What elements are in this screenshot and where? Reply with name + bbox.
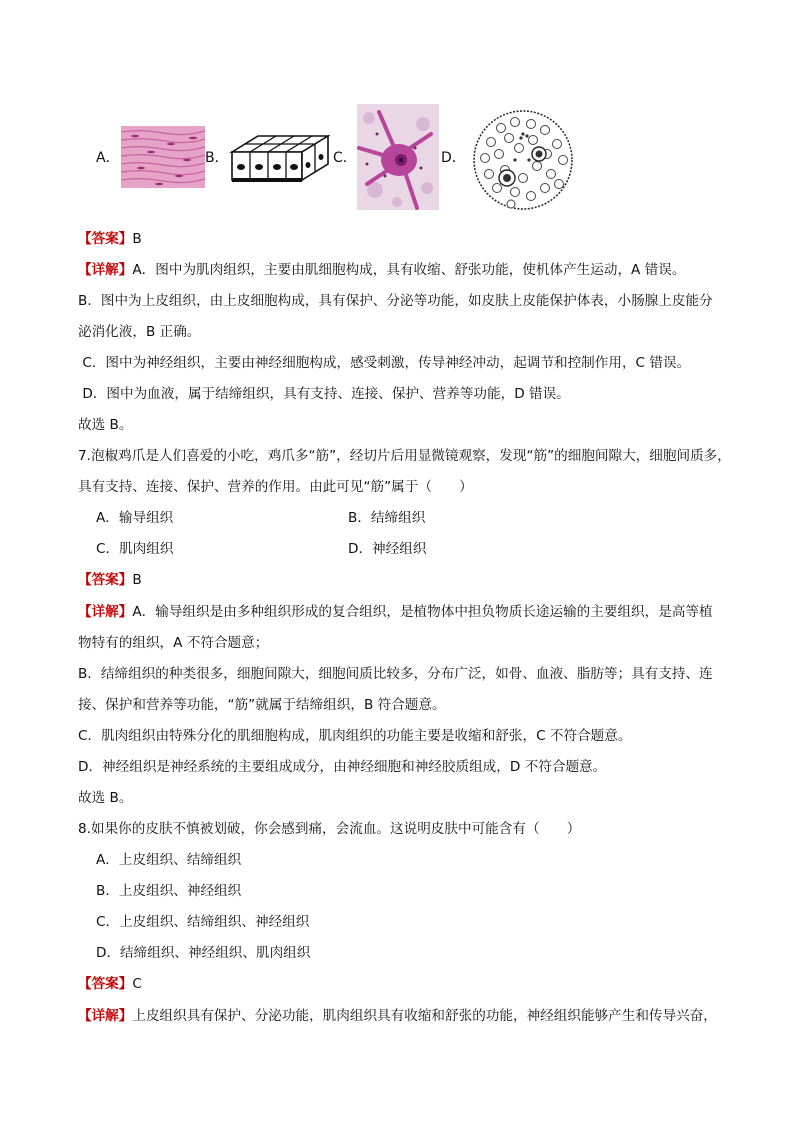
q7-option-c: C．肌肉组织 xyxy=(96,541,174,557)
q7-detail-line-4: 接、保护和营养等功能，“筋”就属于结缔组织，B 符合题意。 xyxy=(78,697,446,713)
q7-detail-line-6: D．神经组织是神经系统的主要组成成分，由神经细胞和神经胶质组成，D 不符合题意。 xyxy=(78,759,607,775)
q8-answer: C xyxy=(132,976,142,992)
q7-detail-text-1: A．输导组织是由多种组织形成的复合组织，是植物体中担负物质长途运输的主要组织，是高等植 xyxy=(132,604,713,620)
q8-detail-tag: 【详解】 xyxy=(78,1008,133,1024)
q8-stem: 8.如果你的皮肤不慎被划破，你会感到痛，会流血。这说明皮肤中可能含有（ ） xyxy=(78,821,581,837)
figure-label-a: A． xyxy=(96,150,120,166)
q7-answer-line xyxy=(78,571,142,589)
epithelial-tissue-image xyxy=(228,130,330,186)
q6-detail-line-4: C．图中为神经组织，主要由神经细胞构成，感受刺激，传导神经冲动，起调节和控制作用，C 错误。 xyxy=(78,355,691,371)
q6-detail-line-5: D．图中为血液，属于结缔组织，具有支持、连接、保护、营养等功能，D 错误。 xyxy=(78,386,570,402)
figure-label-d: D． xyxy=(441,150,466,166)
q8-detail-line-1 xyxy=(78,1007,717,1025)
figure-label-c: C． xyxy=(333,150,357,166)
q7-answer: B xyxy=(132,572,142,588)
q8-option-c: C．上皮组织、结缔组织、神经组织 xyxy=(96,914,310,930)
q7-detail-line-5: C．肌肉组织由特殊分化的肌细胞构成，肌肉组织的功能主要是收缩和舒张，C 不符合题意。 xyxy=(78,728,632,744)
q8-option-b: B．上皮组织、神经组织 xyxy=(96,883,242,899)
q6-answer: B xyxy=(132,231,142,247)
q6-answer-line xyxy=(78,230,142,248)
q6-detail-line-1 xyxy=(78,261,685,279)
q8-option-a: A．上皮组织、结缔组织 xyxy=(96,852,242,868)
q7-option-a: A．输导组织 xyxy=(96,510,174,526)
q7-answer-tag: 【答案】 xyxy=(78,572,133,588)
q6-answer-tag: 【答案】 xyxy=(78,231,133,247)
q7-option-b: B．结缔组织 xyxy=(348,510,426,526)
q7-stem-line-2: 具有支持、连接、保护、营养的作用。由此可见“筋”属于（ ） xyxy=(78,479,473,495)
q6-detail-line-2: B．图中为上皮组织，由上皮细胞构成，具有保护、分泌等功能，如皮肤上皮能保护体表，小肠腺上皮能分 xyxy=(78,293,713,309)
q7-detail-line-1 xyxy=(78,603,713,621)
q6-detail-line-3: 泌消化液，B 正确。 xyxy=(78,324,201,340)
q8-option-d: D．结缔组织、神经组织、肌肉组织 xyxy=(96,945,311,961)
q8-answer-line xyxy=(78,975,142,993)
q7-detail-line-2: 物特有的组织，A 不符合题意； xyxy=(78,635,269,651)
blood-smear-image xyxy=(471,108,575,212)
q6-detail-tag: 【详解】 xyxy=(78,262,133,278)
q7-detail-tag: 【详解】 xyxy=(78,604,133,620)
muscle-tissue-image xyxy=(121,126,205,188)
figure-label-b: B． xyxy=(205,150,229,166)
nerve-tissue-image xyxy=(357,104,439,210)
q6-detail-text-1: A．图中为肌肉组织，主要由肌细胞构成，具有收缩、舒张功能，使机体产生运动，A 错误。 xyxy=(132,262,686,278)
q8-detail-text-1: 上皮组织具有保护、分泌功能，肌肉组织具有收缩和舒张的功能，神经组织能够产生和传导兴奋， xyxy=(132,1008,717,1024)
q7-stem-line-1: 7.泡椒鸡爪是人们喜爱的小吃，鸡爪多“筋”，经切片后用显微镜观察，发现“筋”的细胞间隙大，细胞间质多， xyxy=(78,448,731,464)
q6-conclusion: 故选 B。 xyxy=(78,417,133,433)
q7-option-d: D．神经组织 xyxy=(348,541,427,557)
q7-conclusion: 故选 B。 xyxy=(78,790,133,806)
q8-answer-tag: 【答案】 xyxy=(78,976,133,992)
q7-detail-line-3: B．结缔组织的种类很多，细胞间隙大，细胞间质比较多，分布广泛，如骨、血液、脂肪等；具有支持、连 xyxy=(78,666,713,682)
